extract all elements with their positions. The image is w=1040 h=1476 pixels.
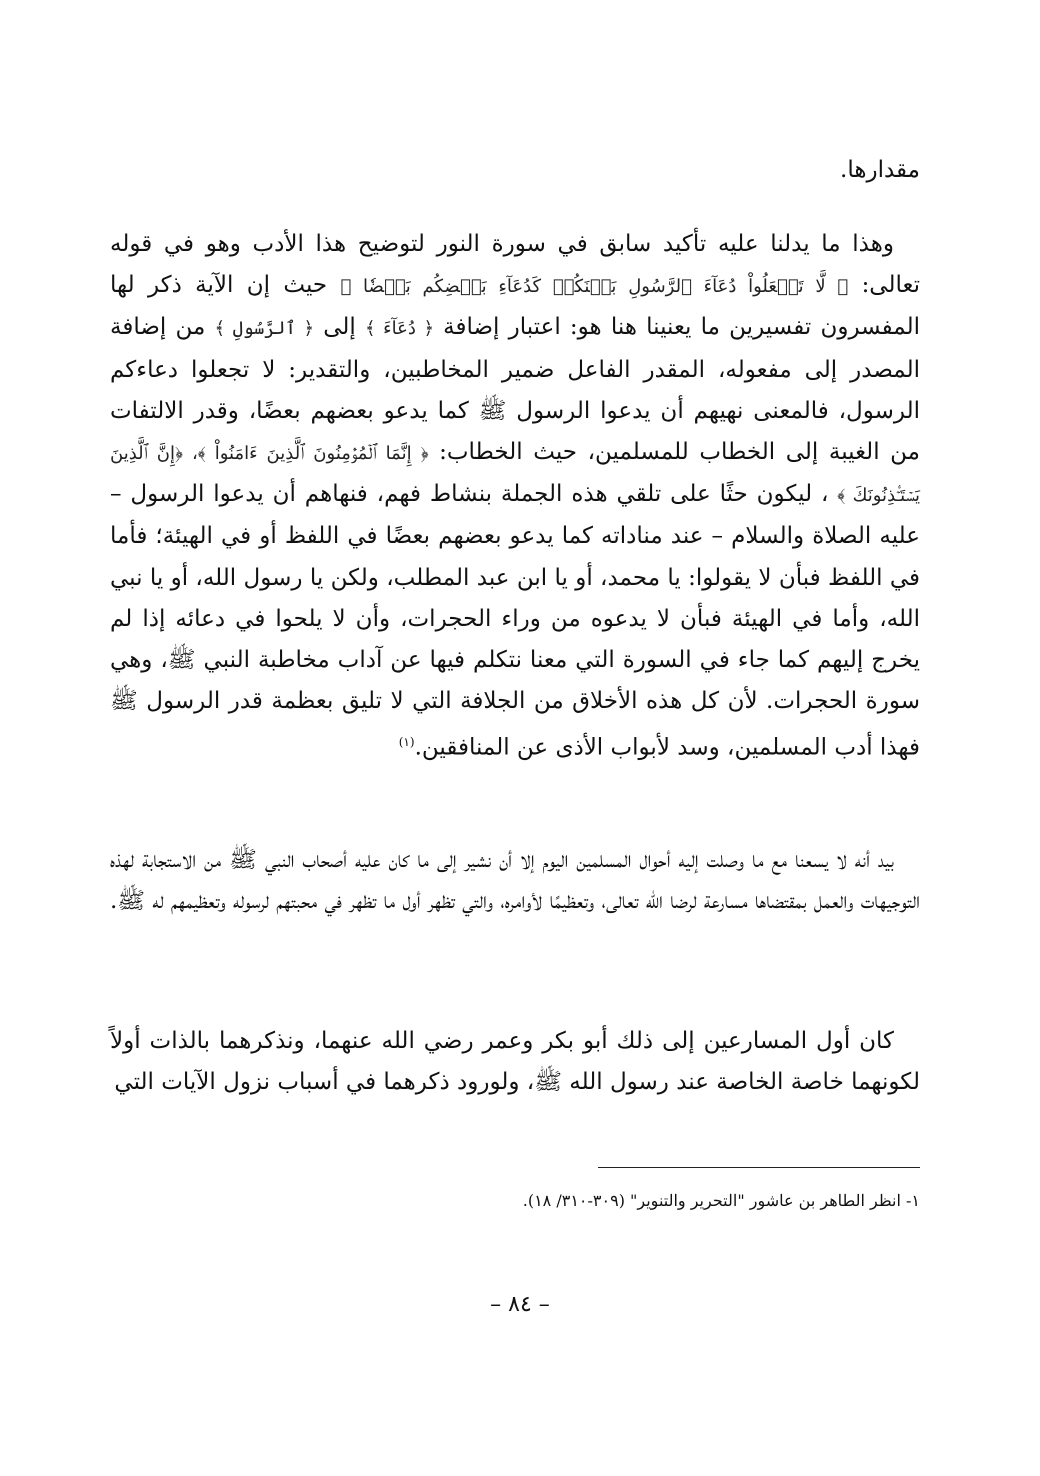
text-segment: من إضافة المصدر إلى مفعوله، المقدر الفاعل ضمير المخاطبين، والتقدير: لا تجعلوا دعاءكم الرسول، فالمعنى نهيهم أن يدعوا الرسول ﷺ كما يدعو بعضهم بعضًا، وقدر الالتفات من الغيبة إلى الخطاب للمسلمين، حيث الخطاب: (110, 314, 920, 466)
page-number: – ٨٤ – (490, 1292, 550, 1317)
text-segment: إلى (314, 314, 365, 341)
paragraph-text: كان أول المسارعين إلى ذلك أبو بكر وعمر رضي الله عنهما، ونذكرهما بالذات أولاً لكونهما خاصة الخاصة عند رسول الله ﷺ، ولورود ذكرهما في أسباب نزول الآيات التي (110, 1028, 920, 1096)
quran-word: ﴿ دُعَآءَ ﴾ (365, 318, 434, 340)
footnote: ١- انظر الطاهر بن عاشور "التحرير والتنوير" (٣٠٩-٣١٠/ ١٨). (522, 1191, 920, 1210)
paragraph-text: مقدارها. (840, 157, 920, 183)
paragraph-body (110, 224, 920, 769)
footnote-separator (598, 1167, 920, 1168)
text-segment: وهذا ما يدلنا عليه تأكيد سابق في سورة النور لتوضيح هذا الأدب وهو في قوله تعالى: (110, 231, 920, 299)
quran-verse: ﴿ لَّا تَجۡعَلُواْ دُعَآءَ ٱلرَّسُولِ بَيۡنَكُمۡ كَدُعَآءِ بَعۡضِكُم بَعۡضٗا ﴾ (340, 276, 849, 298)
quran-verse: ﴿ إِنَّمَا ٱلۡمُؤۡمِنُونَ ٱلَّذِينَ ءَامَنُواْ ﴾، ﴿إِنَّ ٱلَّذِينَ يَسۡتَـٔۡذِنُونَكَ ﴾ (110, 443, 920, 507)
quran-word: ﴿ ٱلرَّسُولِ ﴾ (214, 318, 315, 340)
paragraph-abu-bakr-umar (110, 1021, 920, 1103)
paragraph-continuation (110, 150, 920, 191)
paragraph-surah-nur (110, 224, 920, 769)
footnote-reference[interactable]: (١) (398, 735, 415, 750)
paragraph-companions (110, 840, 920, 922)
paragraph-text: بيد أنه لا يسعنا مع ما وصلت إليه أحوال المسلمين اليوم إلا أن نشير إلى ما كان عليه أصحاب النبي ﷺ من الاستجابة لهذه التوجيهات والعمل بمقتضاها مسارعة لرضا الله تعالى، وتعظيمًا لأوامره، والتي تظهر أول ما تظهر في محبتهم لرسوله وتعظيمهم له ﷺ. (110, 847, 920, 915)
text-segment: ، ليكون حثًا على تلقي هذه الجملة بنشاط فهم، فنهاهم أن يدعوا الرسول – عليه الصلاة والسلام – عند مناداته كما يدعو بعضهم بعضًا في اللفظ أو في الهيئة؛ فأما في اللفظ فبأن لا يقولوا: يا محمد، أو يا ابن عبد المطلب، ولكن يا رسول الله، أو يا نبي الله، وأما في الهيئة فبأن لا يدعوه من وراء الحجرات، وأن لا يلحوا في دعائه إذا لم يخرج إليهم كما جاء في السورة التي معنا نتكلم فيها عن آداب مخاطبة النبي ﷺ، وهي سورة الحجرات. لأن كل هذه الأخلاق من الجلافة التي لا تليق بعظمة قدر الرسول ﷺ فهذا أدب المسلمين، وسد لأبواب الأذى عن المنافقين. (110, 481, 920, 762)
text-segment: حيث إن الآية ذكر لها المفسرون تفسيرين ما يعنينا هنا هو: اعتبار إضافة (110, 272, 920, 341)
